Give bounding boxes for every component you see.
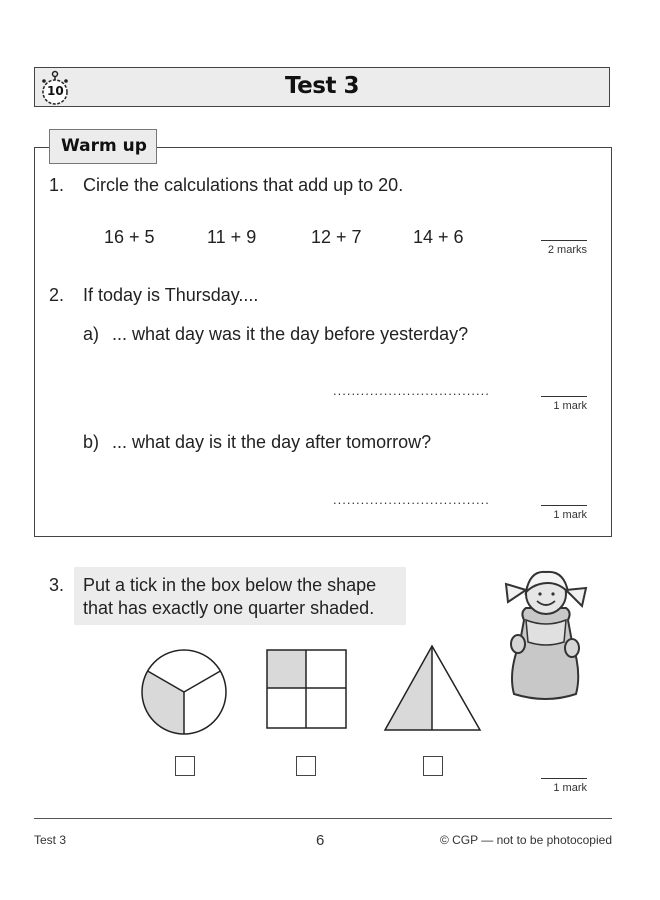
girl-illustration (496, 562, 596, 704)
q2-text: If today is Thursday.... (83, 285, 259, 305)
q1-number: 1. (49, 175, 65, 195)
marks-label: 1 mark (553, 509, 587, 521)
warmup-label: Warm up (49, 129, 157, 164)
calc-option[interactable]: 12 + 7 (311, 227, 362, 247)
mark-line (541, 396, 587, 397)
square-quarters-shape (266, 649, 348, 729)
q1-text: Circle the calculations that add up to 20. (83, 175, 404, 195)
tick-box-triangle[interactable] (423, 756, 443, 776)
mark-line (541, 505, 587, 506)
marks-label: 1 mark (553, 400, 587, 412)
q2b-label: b) (83, 432, 100, 452)
mark-line (541, 778, 587, 779)
q3-number: 3. (49, 575, 65, 595)
q2a-answer-field[interactable]: .................................. (333, 383, 490, 398)
marks-label: 1 mark (553, 782, 587, 794)
calc-option[interactable]: 11 + 9 (207, 227, 257, 247)
mark-line (541, 240, 587, 241)
q3-line1: Put a tick in the box below the shape (83, 575, 377, 595)
timer-minutes: 10 (47, 84, 64, 98)
q2-number: 2. (49, 285, 65, 305)
q2b-text: ... what day is it the day after tomorrow? (112, 432, 432, 452)
triangle-halves-shape (383, 644, 483, 732)
q2a-label: a) (83, 324, 100, 344)
tick-box-square[interactable] (296, 756, 316, 776)
footer-left: Test 3 (34, 833, 67, 847)
calc-option[interactable]: 14 + 6 (413, 227, 464, 247)
tick-box-circle[interactable] (175, 756, 195, 776)
title-bar (34, 67, 610, 107)
footer-divider (34, 818, 612, 819)
q2b-answer-field[interactable]: .................................. (333, 492, 490, 507)
page-number: 6 (316, 832, 325, 849)
page-title: Test 3 (285, 73, 359, 99)
calc-option[interactable]: 16 + 5 (104, 227, 155, 247)
marks-label: 2 marks (547, 244, 587, 256)
q2a-text: ... what day was it the day before yesterday? (112, 324, 469, 344)
footer-copyright: © CGP — not to be photocopied (439, 833, 612, 847)
circle-thirds-shape (141, 648, 229, 736)
q3-line2: that has exactly one quarter shaded. (83, 598, 375, 618)
